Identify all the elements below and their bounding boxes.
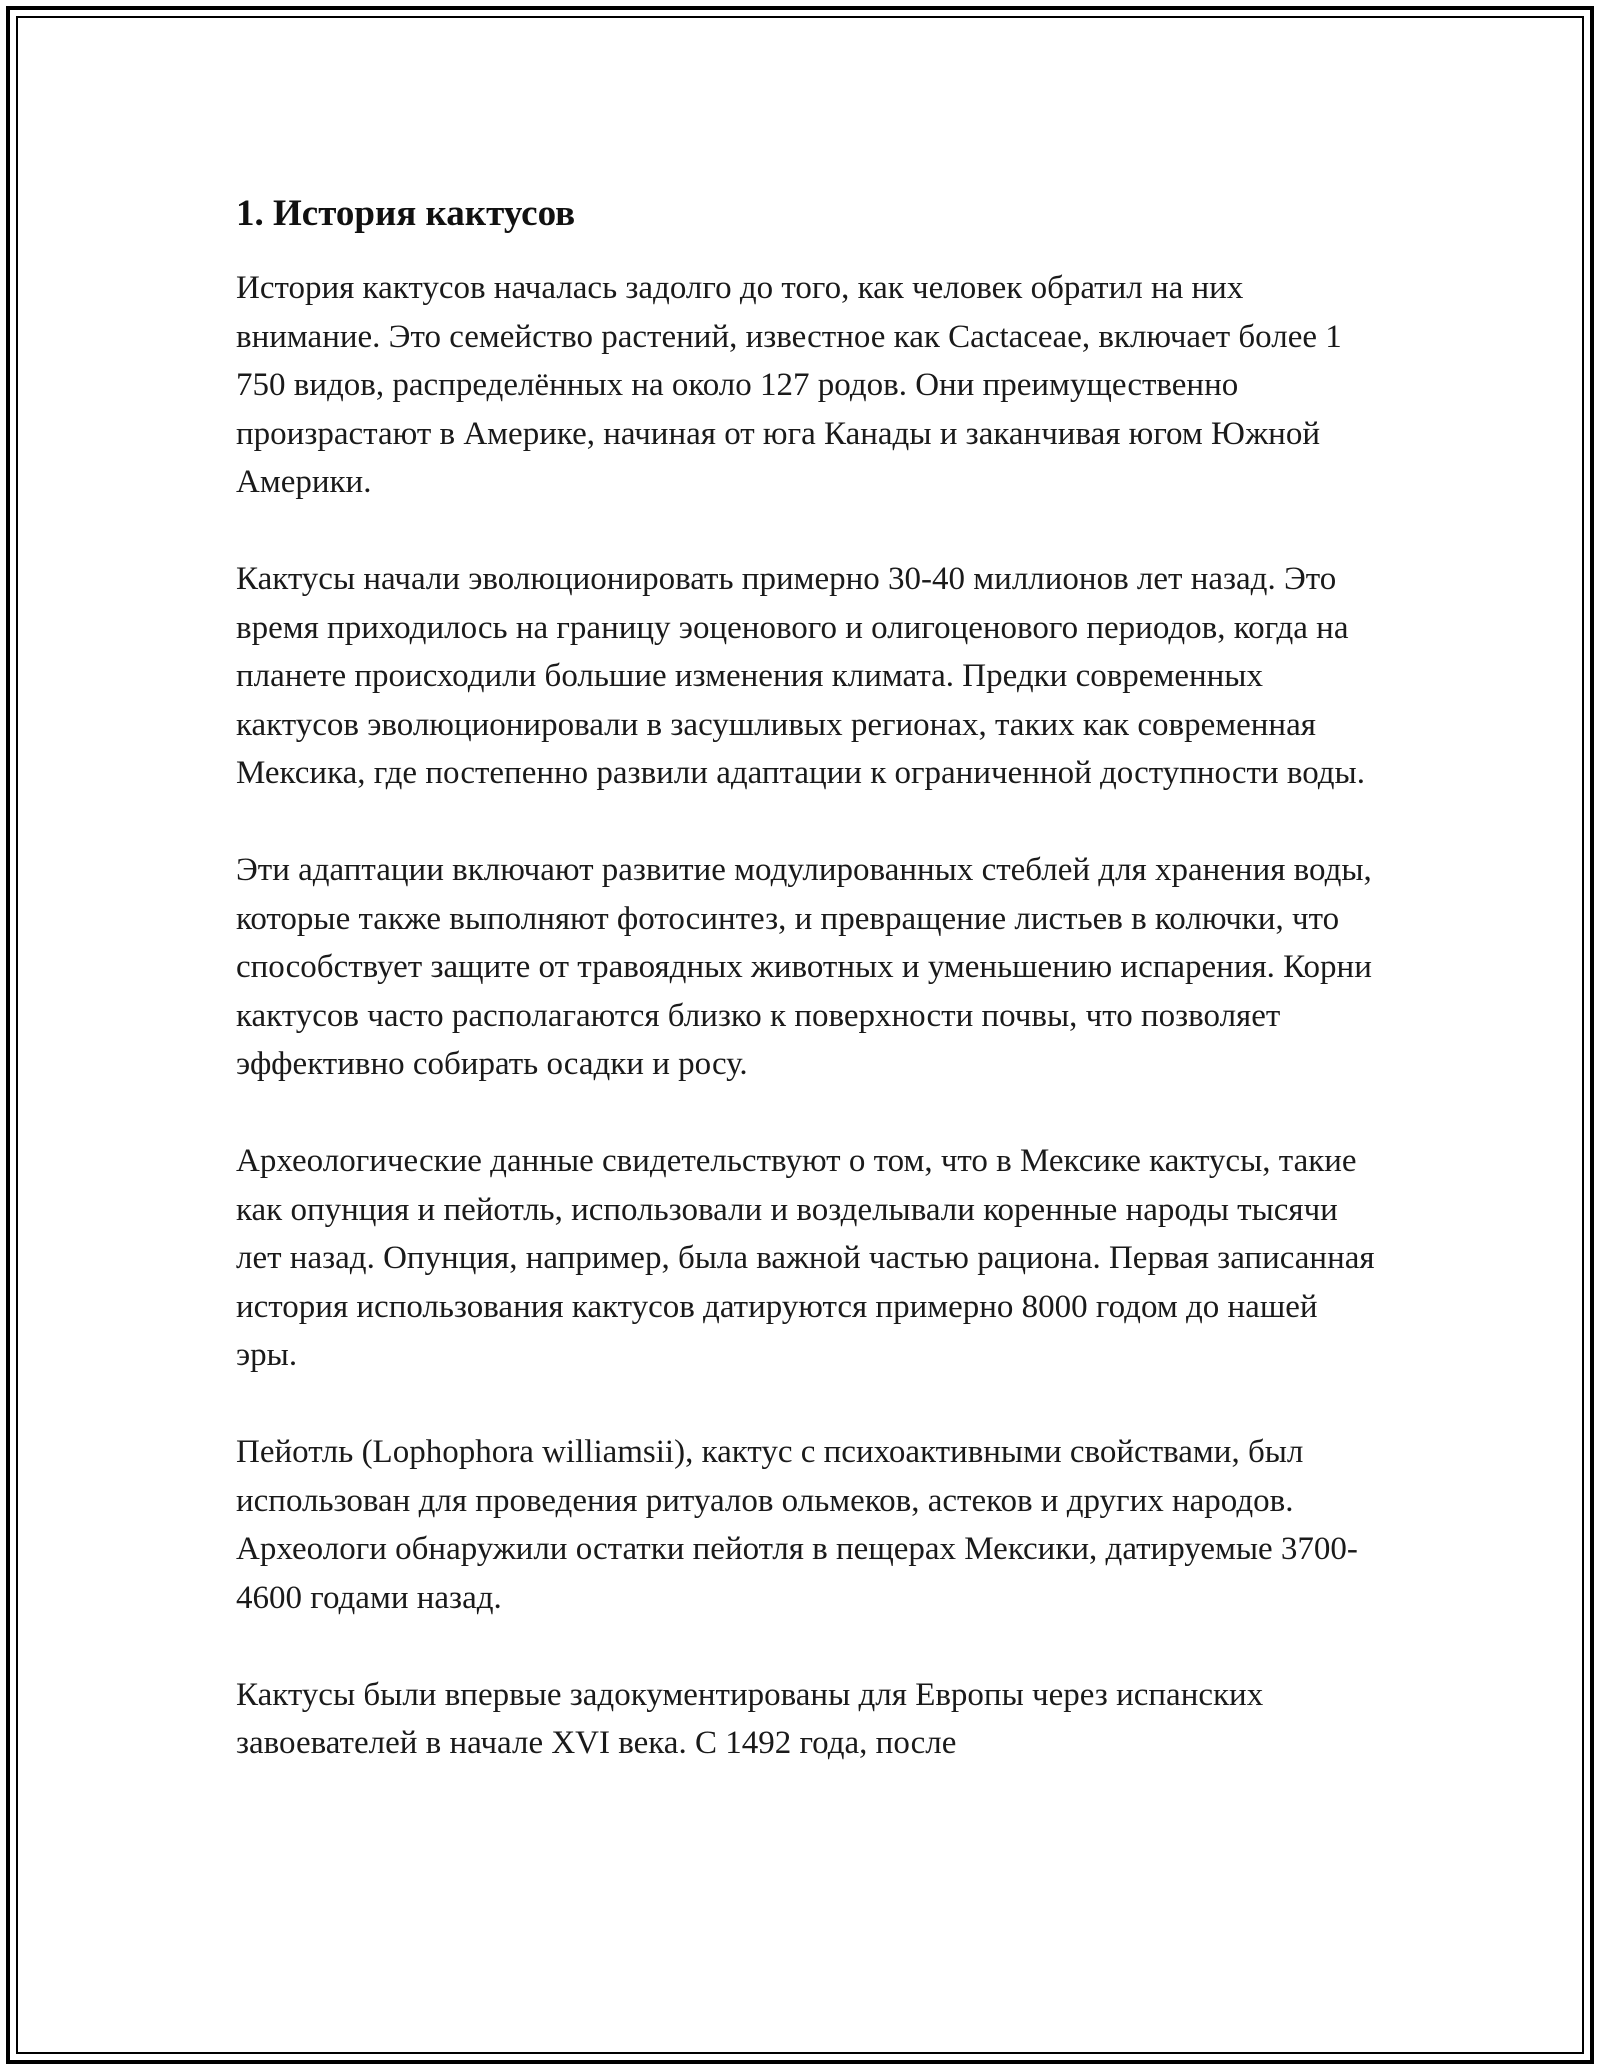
section-heading: 1. История кактусов bbox=[236, 193, 576, 234]
paragraph-peyote: Пейотль (Lophophora williamsii), кактус с психоактивными свойствами, был использован для проведения ритуалов ольмеков, астеков и других народов. Археологи обнаружили остатки пейотля в пещерах Мексики, датируемые 3700-4600 годами назад. bbox=[236, 1434, 1358, 1616]
paragraph-evolution: Кактусы начали эволюционировать примерно 30-40 миллионов лет назад. Это время приходилось на границу эоценового и олигоценового периодов, когда на планете происходили большие изменения климата. Предки современных кактусов эволюционировали в засушливых регионах, таких как современная Мексика, где постепенно развили адаптации к ограниченной доступности воды. bbox=[236, 561, 1365, 791]
paragraph-europe: Кактусы были впервые задокументированы для Европы через испанских завоевателей в начале XVI века. С 1492 года, после bbox=[236, 1676, 1264, 1761]
paragraph-archaeology: Археологические данные свидетельствуют о том, что в Мексике кактусы, такие как опунция и пейотль, использовали и возделывали коренные народы тысячи лет назад. Опунция, например, была важной частью рациона. Первая записанная история использования кактусов датируются примерно 8000 годом до нашей эры. bbox=[236, 1143, 1375, 1373]
paragraph-adaptations: Эти адаптации включают развитие модулированных стеблей для хранения воды, которые также выполняют фотосинтез, и превращение листьев в колючки, что способствует защите от травоядных животных и уменьшению испарения. Корни кактусов часто располагаются близко к поверхности почвы, что позволяет эффективно собирать осадки и росу. bbox=[236, 852, 1372, 1082]
document-body bbox=[236, 190, 1386, 1816]
paragraph-origin: История кактусов началась задолго до того, как человек обратил на них внимание. Это семейство растений, известное как Cactaceae, включает более 1 750 видов, распределённых на около 127 родов. Они преимущественно произрастают в Америке, начиная от юга Канады и заканчивая югом Южной Америки. bbox=[236, 270, 1342, 500]
